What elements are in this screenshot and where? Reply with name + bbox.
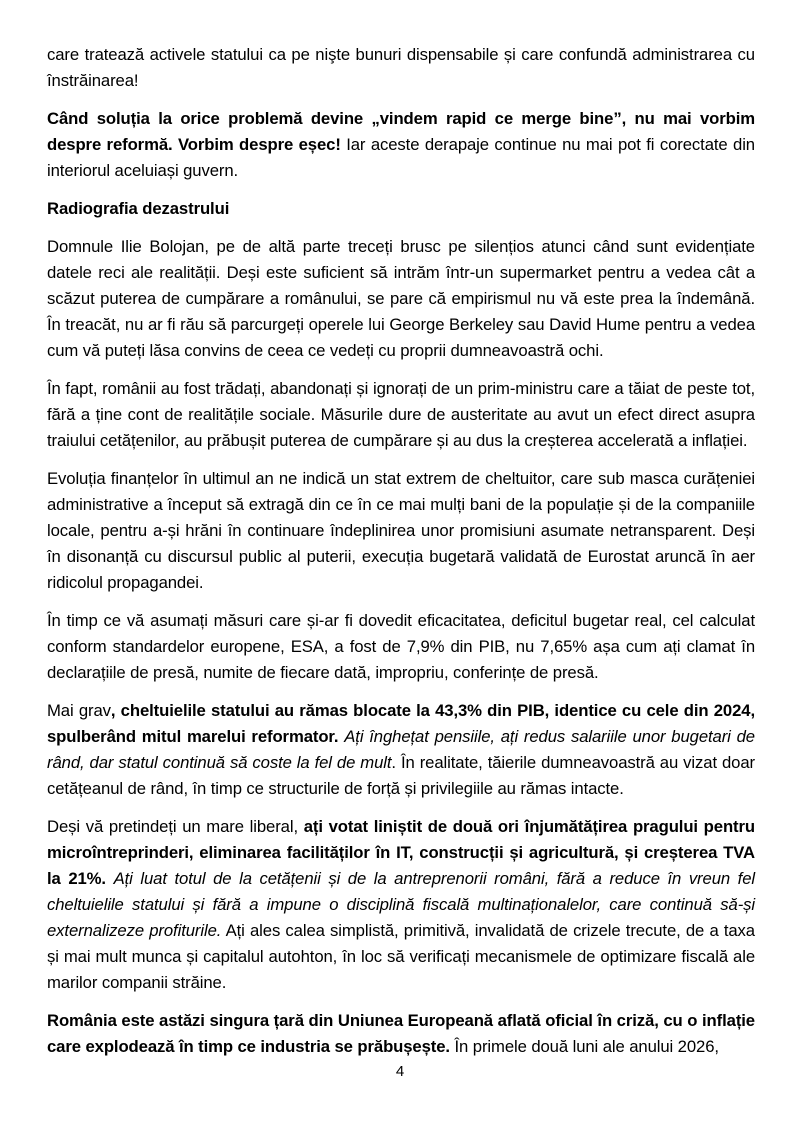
text-run bbox=[106, 869, 114, 888]
paragraph-9 bbox=[47, 1008, 755, 1060]
bold-text: ați votat liniștit de două ori înjumătățirea pragului pentru microîntreprinderi, eliminarea facilităților în IT, construcții și agricultură, și creșterea TVA la 21%. bbox=[47, 817, 755, 888]
text-run: În primele două luni ale anului 2026, bbox=[449, 1037, 719, 1056]
text-run: În timp ce vă asumați măsuri care și-ar fi dovedit eficacitatea, deficitul bugetar real, cel calculat conform standardelor europene, ESA, a fost de 7,9% din PIB, nu 7,65% așa cum ați clamat în declarațiile de presă, numite de fiecare dată, impropriu, conferințe de presă. bbox=[47, 611, 755, 682]
paragraph-3 bbox=[47, 234, 755, 364]
bold-text: Când soluția la orice problemă devine „vindem rapid ce merge bine”, nu mai vorbim despre reformă. Vorbim despre eșec! bbox=[47, 109, 755, 154]
document-page bbox=[47, 42, 755, 1072]
text-run: care tratează activele statului ca pe nişte bunuri dispensabile și care confundă administrarea cu înstrăinarea! bbox=[47, 45, 755, 90]
italic-text: Ați luat totul de la cetățenii și de la antreprenorii români, fără a reduce în vreun fel cheltuielile statului și fără a impune o disciplină fiscală multinaționalelor, care continuă să-și externalizeze profiturile. bbox=[47, 869, 755, 940]
text-run: . În realitate, tăierile dumneavoastră au vizat doar cetățeanul de rând, în timp ce structurile de forță și privilegiile au rămas intacte. bbox=[47, 753, 755, 798]
paragraph-7 bbox=[47, 698, 755, 802]
paragraph-1 bbox=[47, 42, 755, 94]
paragraph-8 bbox=[47, 814, 755, 996]
text-run: Evoluția finanțelor în ultimul an ne indică un stat extrem de cheltuitor, care sub masca curățeniei administrative a început să extragă din ce în ce mai mulți bani de la populație și de la companiile locale, pentru a-și hrăni în continuare îndeplinirea unor promisiuni asumate netransparent. Deși în disonanță cu discursul public al puterii, execuția bugetară validată de Eurostat aruncă în aer ridicolul propagandei. bbox=[47, 469, 755, 592]
text-run: Ați ales calea simplistă, primitivă, invalidată de crizele trecute, de a taxa și mai mult munca și capitalul autohton, în loc să verificați mecanismele de optimizare fiscală ale marilor companii străine. bbox=[47, 921, 755, 992]
text-run: Deși vă pretindeți un mare liberal, bbox=[47, 817, 304, 836]
bold-text: , cheltuielile statului au rămas blocate la 43,3% din PIB, identice cu cele din 2024, spulberând mitul marelui reformator. bbox=[47, 701, 755, 746]
text-run: Iar aceste derapaje continue nu mai pot fi corectate din interiorul aceluiași guvern. bbox=[47, 135, 755, 180]
bold-text: Radiografia dezastrului bbox=[47, 199, 230, 218]
bold-text: România este astăzi singura țară din Uniunea Europeană aflată oficial în criză, cu o inflație care explodează în timp ce industria se prăbușește. bbox=[47, 1011, 755, 1056]
page-number: 4 bbox=[395, 1063, 405, 1080]
text-run: Domnule Ilie Bolojan, pe de altă parte treceți brusc pe silențios atunci când sunt evidențiate datele reci ale realității. Deși este suficient să intrăm într-un supermarket pentru a vedea cât a scăzut puterea de cumpărare a românului, se pare că empirismul nu vă este prea la îndemână. În treacăt, nu ar fi rău să parcurgeți operele lui George Berkeley sau David Hume pentru a vedea cum vă puteți lăsa convins de ceea ce vedeți cu proprii dumneavoastră ochi. bbox=[47, 237, 755, 360]
text-run: În fapt, românii au fost trădați, abandonați și ignorați de un prim-ministru care a tăiat de peste tot, fără a ține cont de realitățile sociale. Măsurile dure de austeritate au avut un efect direct asupra traiului cetățenilor, au prăbușit puterea de cumpărare și au dus la creșterea accelerată a inflației. bbox=[47, 379, 755, 450]
paragraph-4 bbox=[47, 376, 755, 454]
italic-text: Ați înghețat pensiile, ați redus salariile unor bugetari de rând, dar statul continuă să coste la fel de mult bbox=[47, 727, 755, 772]
section-heading bbox=[47, 196, 755, 222]
paragraph-2 bbox=[47, 106, 755, 184]
text-run: Mai grav bbox=[47, 701, 111, 720]
paragraph-6 bbox=[47, 608, 755, 686]
paragraph-5 bbox=[47, 466, 755, 596]
